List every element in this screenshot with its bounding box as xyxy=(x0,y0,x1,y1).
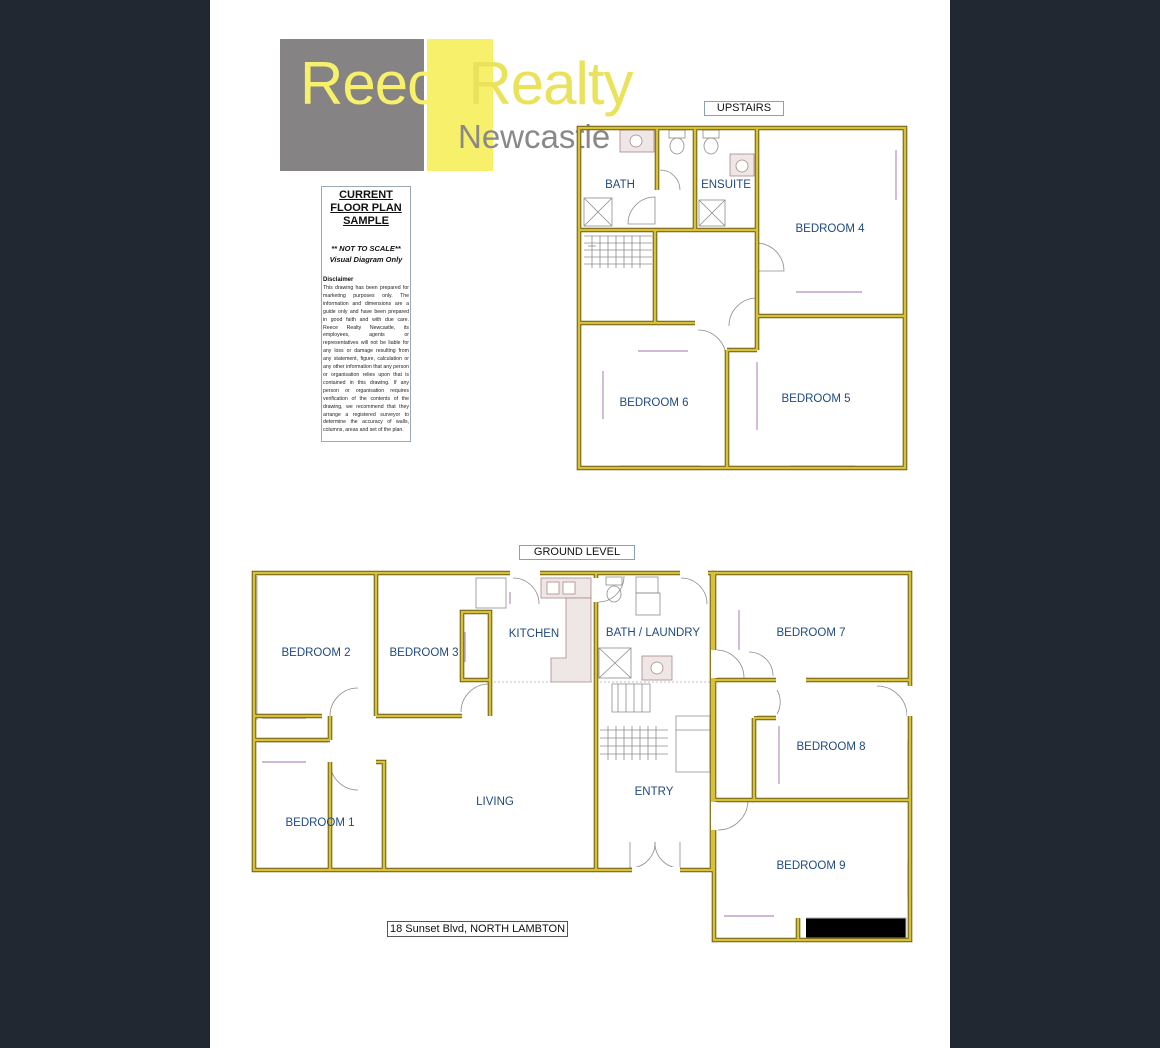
room-label-ensuite: ENSUITE xyxy=(701,179,751,191)
logo-word-realty: Realty xyxy=(468,50,633,117)
ground-door-swings xyxy=(330,576,907,868)
room-label-bedroom-1: BEDROOM 1 xyxy=(285,817,355,829)
logo-word-reece: Reece xyxy=(300,50,469,117)
room-label-kitchen: KITCHEN xyxy=(508,628,560,640)
room-label-living: LIVING xyxy=(476,796,514,808)
disclaimer-heading: Disclaimer xyxy=(323,277,354,283)
room-label-bedroom-2: BEDROOM 2 xyxy=(281,647,351,659)
upstairs-plan xyxy=(579,128,905,468)
property-address: 18 Sunset Blvd, NORTH LAMBTON xyxy=(387,921,568,937)
room-label-bedroom-9: BEDROOM 9 xyxy=(776,860,846,872)
upstairs-fixtures xyxy=(584,130,754,268)
note-title-line: CURRENT xyxy=(339,189,393,201)
ground-windows xyxy=(262,592,779,916)
upstairs-banner: UPSTAIRS xyxy=(704,101,784,116)
ground-level-banner: GROUND LEVEL xyxy=(519,545,635,560)
room-label-bedroom-6: BEDROOM 6 xyxy=(619,397,689,409)
note-title-line: FLOOR PLAN xyxy=(330,202,402,214)
note-scale-line: ** NOT TO SCALE** xyxy=(331,244,401,253)
room-label-bedroom-3: BEDROOM 3 xyxy=(389,647,459,659)
logo-subtitle: Newcastle xyxy=(458,118,611,155)
room-label-bath: BATH xyxy=(605,179,635,191)
upstairs-windows xyxy=(603,150,896,430)
room-label-bedroom-8: BEDROOM 8 xyxy=(796,741,866,753)
note-title-line: SAMPLE xyxy=(343,215,389,227)
ground-fixtures xyxy=(476,577,710,772)
room-label-bedroom-7: BEDROOM 7 xyxy=(776,627,846,639)
disclaimer-text: This drawing has been prepared for marketing purposes only. The information and dimensions are a guide only and have been prepared in good faith and with due care. Reece Realty Newcastle, its employees, agents or representatives will not be liable for any loss or damage resulting from any statement, figure, calculation or any other information that any person or organisation relies upon that is contained in this drawing. If any person or organisation requires verification of the contents of the drawing, we recommend that they arrange a registered surveyor to determine the accuracy of walls, columns, areas and set of the plan. xyxy=(323,285,409,434)
note-scale-line: Visual Diagram Only xyxy=(329,255,403,264)
room-label-bedroom-5: BEDROOM 5 xyxy=(781,393,851,405)
room-label-bedroom-4: BEDROOM 4 xyxy=(795,223,865,235)
room-label-bath-laundry: BATH / LAUNDRY xyxy=(605,627,701,639)
room-label-entry: ENTRY xyxy=(634,786,674,798)
ground-level-plan xyxy=(254,572,910,940)
